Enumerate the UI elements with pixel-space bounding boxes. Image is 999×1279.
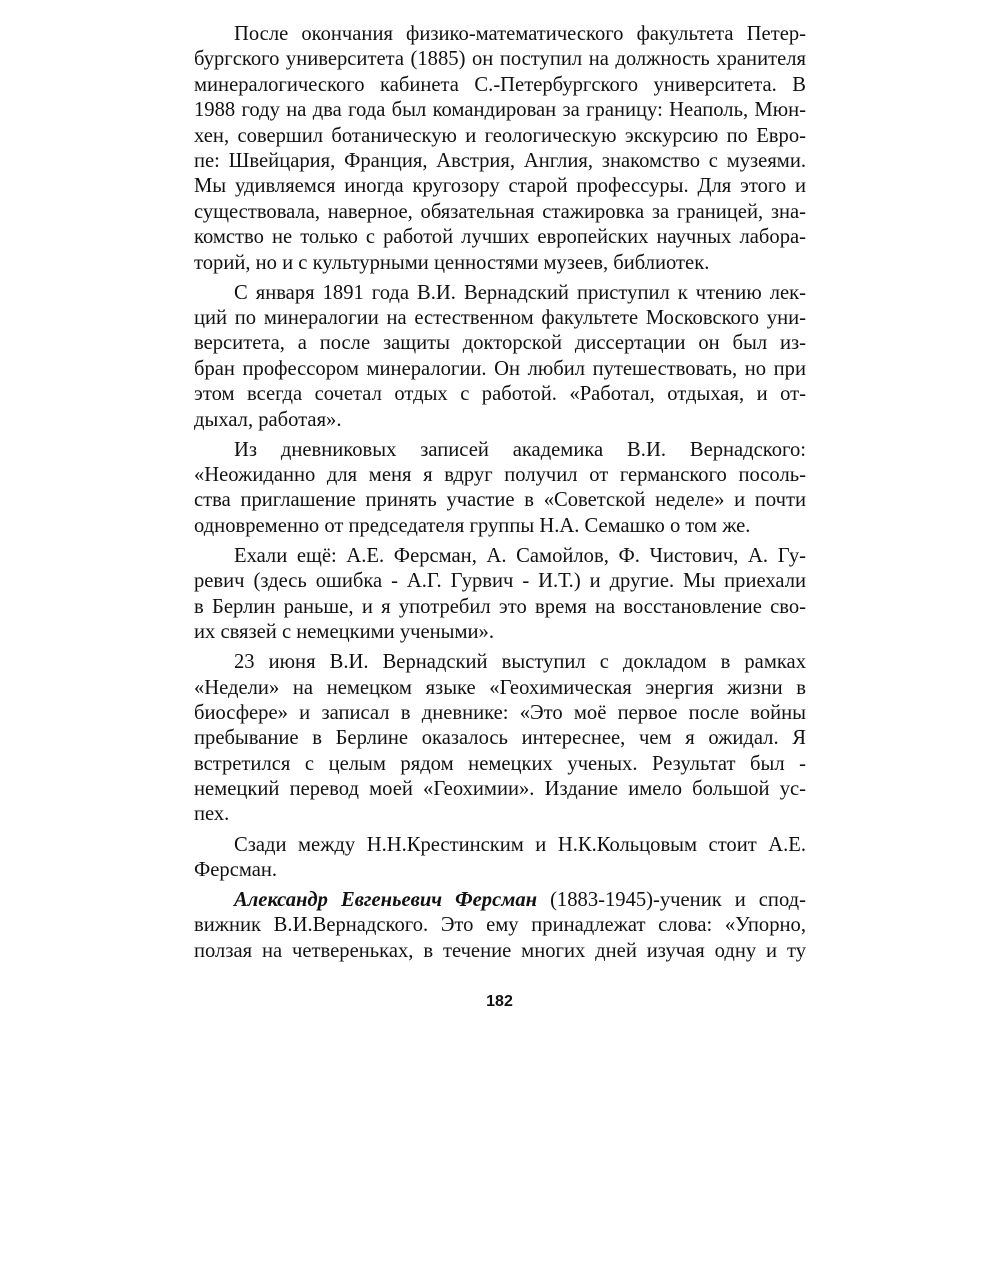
text-line: Из дневниковых записей академика В.И. Вернадского: — [234, 438, 806, 461]
text-line: ползая на четвереньках, в течение многих дней изучая одну и ту — [194, 939, 806, 962]
text-line: биосфере» и записал в дневнике: «Это моё первое после войны — [194, 701, 806, 724]
text-line: немецкий перевод моей «Геохимии». Издание имело большой ус- — [194, 778, 806, 801]
text-line: «Недели» на немецком языке «Геохимическая энергия жизни в — [194, 676, 806, 699]
paragraph-6 — [194, 833, 806, 884]
text-line: хен, совершил ботаническую и геологическую экскурсию по Евро- — [194, 124, 806, 147]
text-line: пребывание в Берлине оказалось интереснее, чем я ожидал. Я — [194, 727, 806, 750]
text-line: торий, но и с культурными ценностями музеев, библиотек. — [194, 251, 710, 274]
text-line: в Берлин раньше, и я употребил это время на восстановление сво- — [194, 595, 806, 618]
text-line: ций по минералогии на естественном факультете Московского уни- — [194, 306, 806, 329]
text-line: Сзади между Н.Н.Крестинским и Н.К.Кольцовым стоит А.Е. — [234, 833, 806, 856]
text-line: верситета, а после защиты докторской диссертации он был из- — [194, 332, 806, 355]
text-line: С января 1891 года В.И. Вернадский приступил к чтению лек- — [234, 281, 806, 304]
text-line: встретился с целым рядом немецких ученых. Результат был - — [194, 752, 806, 775]
paragraph-2 — [194, 281, 806, 433]
text-line: Ехали ещё: А.Е. Ферсман, А. Самойлов, Ф. Чистович, А. Гу- — [234, 544, 806, 567]
paragraph-1 — [194, 22, 806, 276]
text-line: «Неожиданно для меня я вдруг получил от германского посоль- — [194, 464, 806, 487]
text-line: их связей с немецкими учеными». — [194, 621, 494, 644]
text-line: 23 июня В.И. Вернадский выступил с докладом в рамках — [234, 651, 806, 674]
text-line: пех. — [194, 803, 230, 826]
text-line: комство не только с работой лучших европейских научных лабора- — [194, 226, 806, 249]
text-line: пе: Швейцария, Франция, Австрия, Англия, знакомство с музеями. — [194, 149, 806, 172]
page-number: 182 — [486, 993, 513, 1010]
paragraph-3 — [194, 438, 806, 540]
text-line: ревич (здесь ошибка - А.Г. Гурвич - И.Т.) и другие. Мы приехали — [194, 570, 806, 593]
text-line: одновременно от председателя группы Н.А. Семашко о том же. — [194, 514, 751, 537]
text-line: дыхал, работая». — [194, 408, 342, 431]
text-line: вижник В.И.Вернадского. Это ему принадлежат слова: «Упорно, — [194, 914, 806, 937]
text-line: бран профессором минералогии. Он любил путешествовать, но при — [194, 357, 806, 380]
text-line: этом всегда сочетал отдых с работой. «Работал, отдыхая, и от- — [194, 383, 806, 406]
text-line: минералогического кабинета С.-Петербургского университета. В — [194, 73, 806, 96]
text-line: ства приглашение принять участие в «Советской неделе» и почти — [194, 489, 806, 512]
page-body — [194, 22, 806, 964]
text-line — [194, 888, 806, 913]
paragraph-7 — [194, 888, 806, 964]
text-line: Ферсман. — [194, 858, 278, 881]
text-line: 1988 году на два года был командирован за границу: Неаполь, Мюн- — [194, 99, 806, 122]
name-bold-italic: Александр Евгеньевич Ферсман — [234, 889, 538, 912]
text-line: Мы удивляемся иногда кругозору старой профессуры. Для этого и — [194, 175, 806, 198]
text-line: существовала, наверное, обязательная стажировка за границей, зна- — [194, 200, 806, 223]
text-fragment: (1883-1945)-ученик и спод- — [537, 889, 806, 912]
text-line: После окончания физико-математического факультета Петер- — [234, 23, 806, 45]
paragraph-5 — [194, 650, 806, 828]
paragraph-4 — [194, 544, 806, 646]
text-line: бургского университета (1885) он поступил на должность хранителя — [194, 48, 806, 71]
